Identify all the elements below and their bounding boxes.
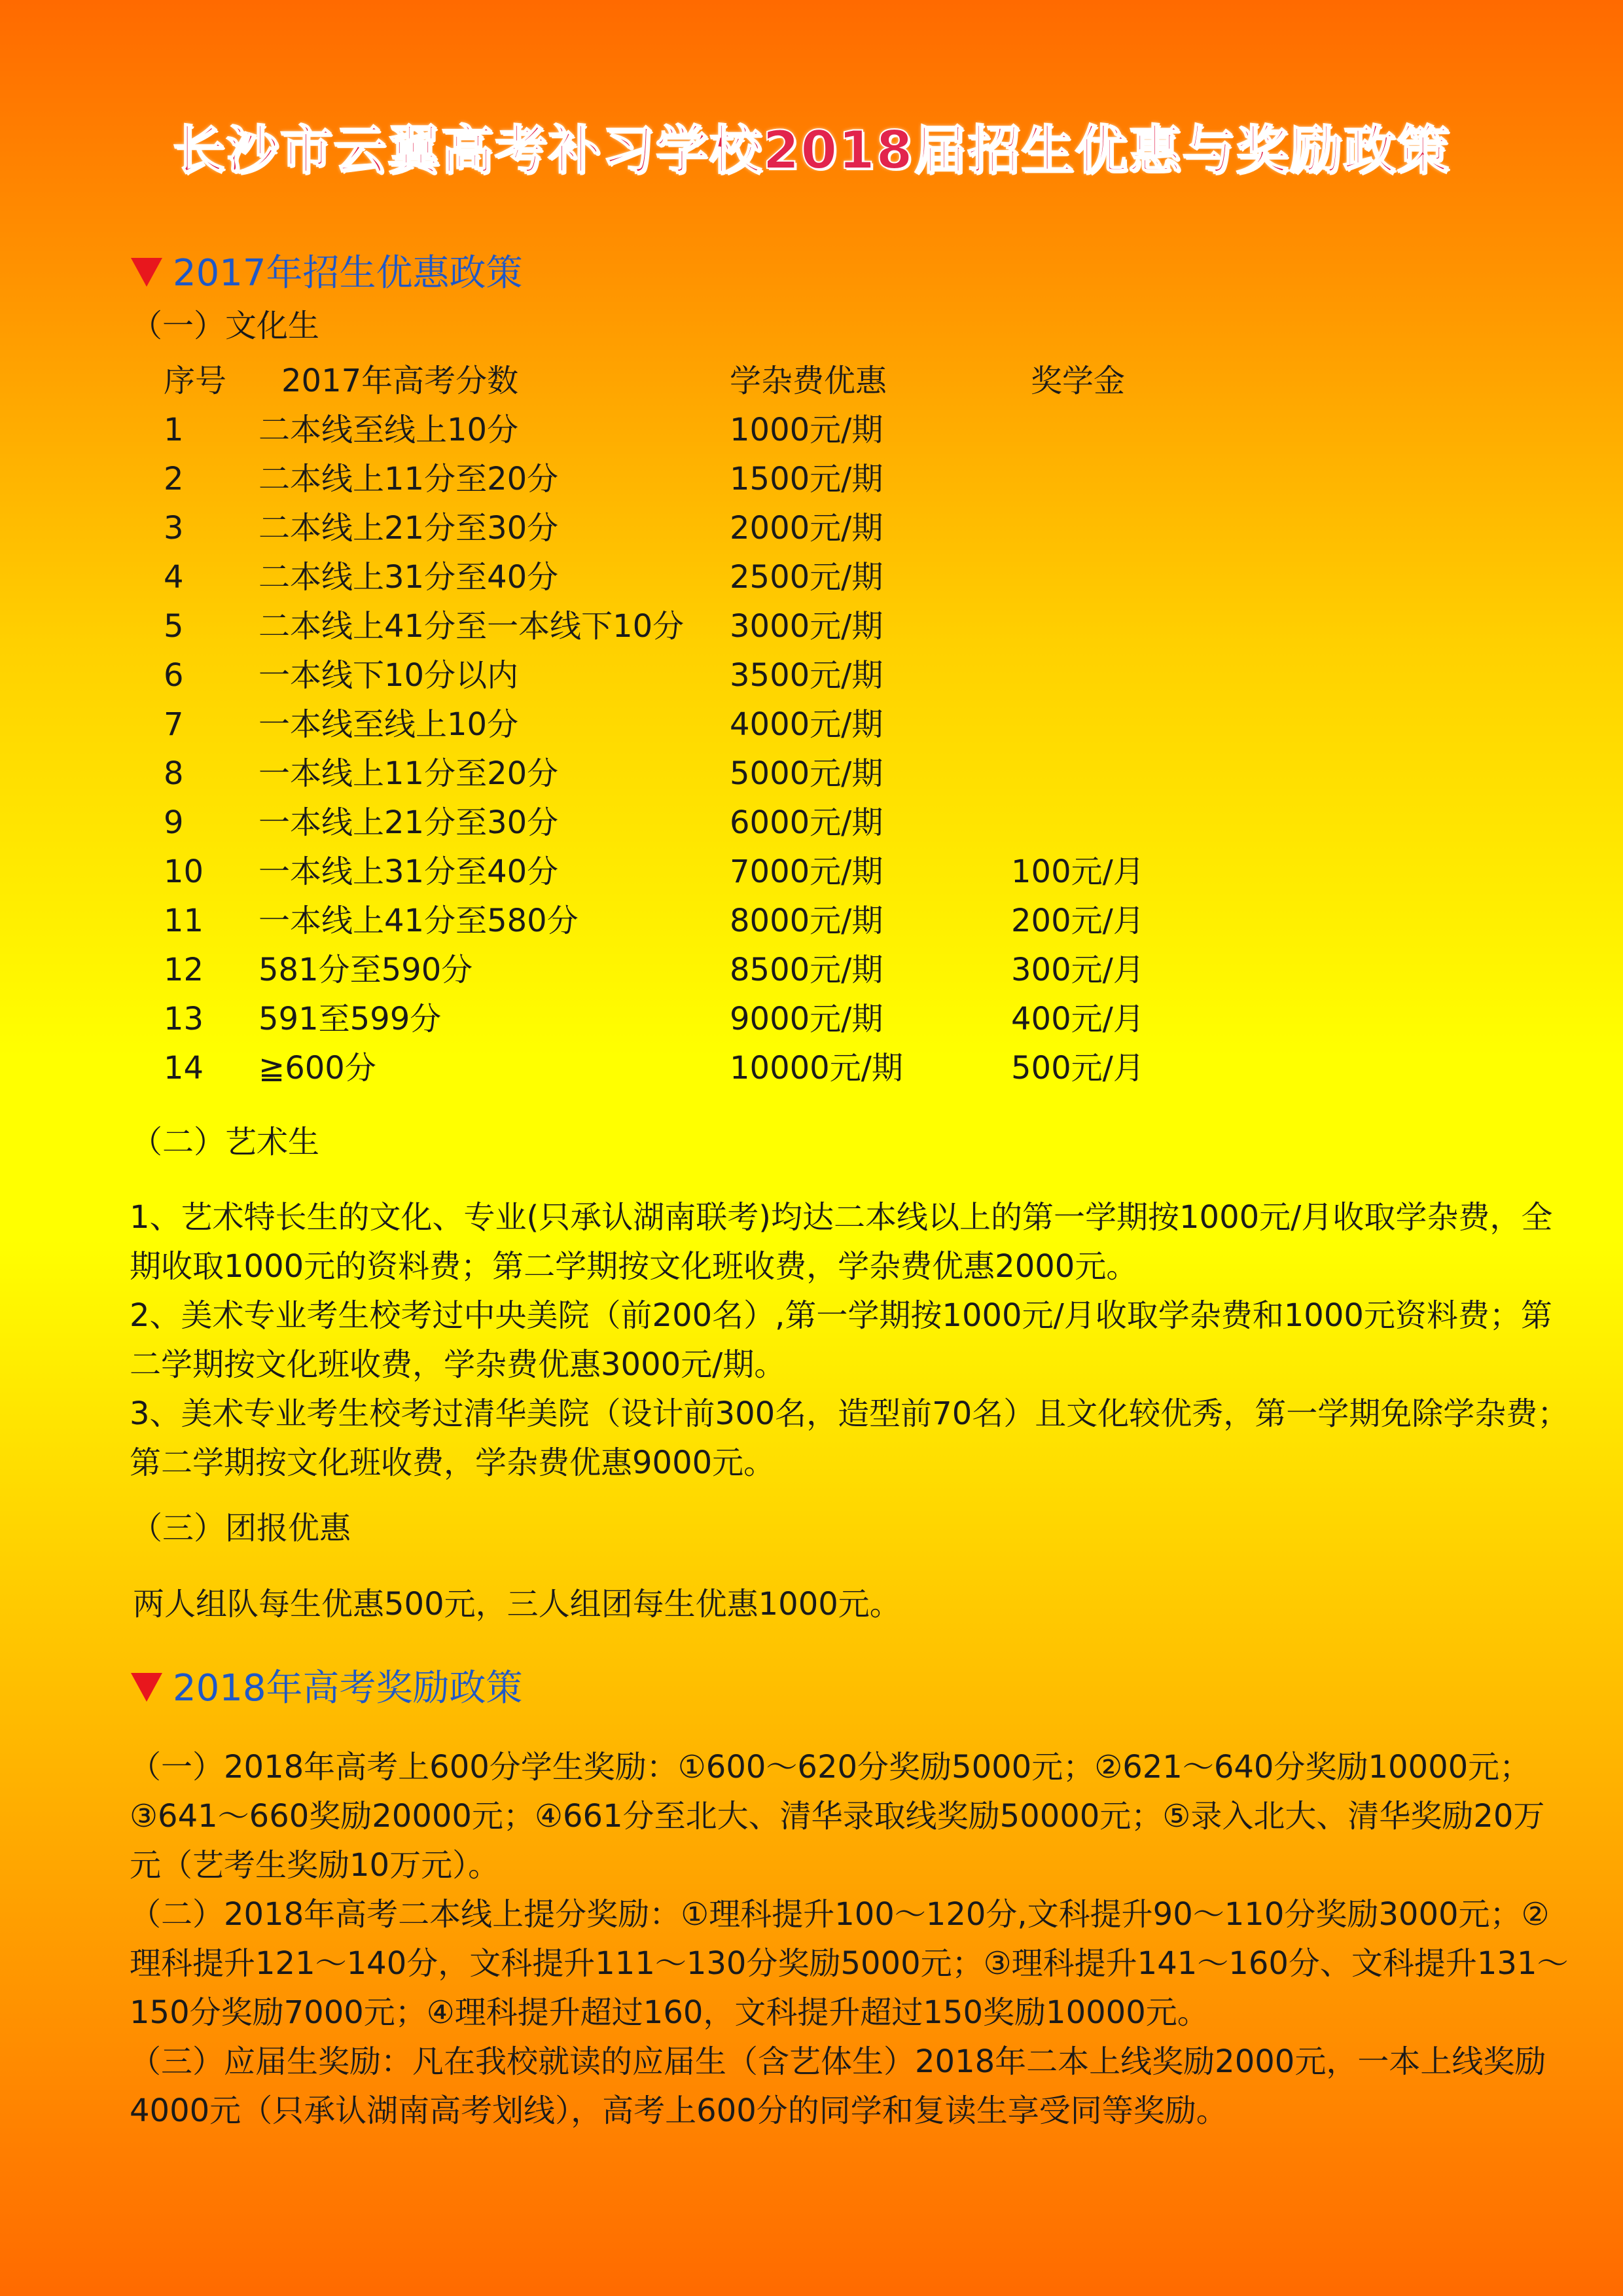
row-score-range: 一本线上31分至40分	[259, 853, 559, 890]
section-heading-2017	[131, 247, 523, 300]
row-score-range: 一本线上11分至20分	[259, 755, 559, 792]
row-score-range: 591至599分	[259, 1001, 442, 1037]
row-fee-discount: 9000元/期	[730, 1001, 883, 1037]
row-score-range: 581分至590分	[259, 952, 473, 988]
row-score-range: 二本线至线上10分	[259, 412, 519, 448]
row-score-range: 一本线上21分至30分	[259, 804, 559, 841]
row-fee-discount: 3000元/期	[730, 608, 883, 645]
row-scholarship: 200元/月	[1011, 903, 1145, 939]
row-fee-discount: 4000元/期	[730, 706, 883, 743]
row-fee-discount: 6000元/期	[730, 804, 883, 841]
row-number: 1	[164, 412, 184, 448]
triangle-marker-icon	[131, 1673, 162, 1702]
row-fee-discount: 3500元/期	[730, 657, 883, 694]
row-scholarship: 400元/月	[1011, 1001, 1145, 1037]
row-fee-discount: 5000元/期	[730, 755, 883, 792]
section-heading-2018	[131, 1662, 523, 1715]
row-score-range: 一本线至线上10分	[259, 706, 519, 743]
reward-policy-item: （三）应届生奖励：凡在我校就读的应届生（含艺体生）2018年二本上线奖励2000元，一本上线奖励4000元（只承认湖南高考划线），高考上600分的同学和复读生享受同等奖励。	[130, 2043, 1546, 2129]
row-score-range: 一本线上41分至580分	[259, 903, 579, 939]
row-number: 6	[164, 657, 184, 694]
row-fee-discount: 2000元/期	[730, 510, 883, 547]
row-number: 5	[164, 608, 184, 645]
row-number: 10	[164, 853, 204, 890]
row-number: 8	[164, 755, 184, 792]
art-policy-item: 3、美术专业考生校考过清华美院（设计前300名，造型前70名）且文化较优秀，第一学期免除学杂费；第二学期按文化班收费，学杂费优惠9000元。	[130, 1395, 1569, 1481]
group-discount-text: 两人组队每生优惠500元，三人组团每生优惠1000元。	[133, 1586, 901, 1623]
row-score-range: 二本线上11分至20分	[259, 461, 559, 497]
row-scholarship: 500元/月	[1011, 1050, 1145, 1086]
group-subheading: （三）团报优惠	[131, 1510, 351, 1547]
row-scholarship: 100元/月	[1011, 853, 1145, 890]
page-title: 长沙市云翼高考补习学校2018届招生优惠与奖励政策	[172, 120, 1451, 181]
row-scholarship: 300元/月	[1011, 952, 1145, 988]
culture-subheading: （一）文化生	[131, 308, 320, 344]
row-fee-discount: 8500元/期	[730, 952, 883, 988]
row-score-range: 二本线上41分至一本线下10分	[259, 608, 685, 645]
row-score-range: 二本线上31分至40分	[259, 559, 559, 596]
row-number: 2	[164, 461, 184, 497]
column-header-no: 序号	[164, 363, 227, 399]
row-fee-discount: 8000元/期	[730, 903, 883, 939]
row-number: 9	[164, 804, 184, 841]
column-header-score: 2017年高考分数	[281, 363, 519, 399]
row-number: 13	[164, 1001, 204, 1037]
column-header-fee: 学杂费优惠	[730, 363, 887, 399]
row-number: 4	[164, 559, 184, 596]
row-score-range: 二本线上21分至30分	[259, 510, 559, 547]
art-policy-item: 2、美术专业考生校考过中央美院（前200名）,第一学期按1000元/月收取学杂费和1000元资料费；第二学期按文化班收费，学杂费优惠3000元/期。	[130, 1297, 1552, 1383]
art-policy-item: 1、艺术特长生的文化、专业(只承认湖南联考)均达二本线以上的第一学期按1000元/月收取学杂费，全期收取1000元的资料费；第二学期按文化班收费，学杂费优惠2000元。	[130, 1199, 1553, 1285]
row-fee-discount: 7000元/期	[730, 853, 883, 890]
row-number: 11	[164, 903, 204, 939]
triangle-marker-icon	[131, 258, 162, 287]
row-fee-discount: 2500元/期	[730, 559, 883, 596]
row-number: 14	[164, 1050, 204, 1086]
column-header-scholarship: 奖学金	[1031, 363, 1126, 399]
row-number: 7	[164, 706, 184, 743]
row-fee-discount: 10000元/期	[730, 1050, 903, 1086]
reward-policy-list	[130, 1743, 1576, 2136]
row-fee-discount: 1000元/期	[730, 412, 883, 448]
reward-policy-item: （二）2018年高考二本线上提分奖励：①理科提升100～120分,文科提升90～110分奖励3000元；②理科提升121～140分，文科提升111～130分奖励5000元；③理科提升141～160分、文科提升131～150分奖励7000元；④理科提升超过160，文科提升超过150奖励10000元。	[130, 1896, 1569, 2031]
row-number: 12	[164, 952, 204, 988]
row-score-range: 一本线下10分以内	[259, 657, 519, 694]
art-policy-list	[130, 1193, 1576, 1488]
row-score-range: ≧600分	[259, 1050, 376, 1086]
section-heading-text: 2017年招生优惠政策	[173, 252, 523, 295]
row-fee-discount: 1500元/期	[730, 461, 883, 497]
section-heading-text: 2018年高考奖励政策	[173, 1667, 523, 1710]
art-subheading: （二）艺术生	[131, 1124, 320, 1160]
row-number: 3	[164, 510, 184, 547]
reward-policy-item: （一）2018年高考上600分学生奖励：①600～620分奖励5000元；②621～640分奖励10000元；③641～660奖励20000元；④661分至北大、清华录取线奖励50000元；⑤录入北大、清华奖励20万元（艺考生奖励10万元）。	[130, 1749, 1545, 1884]
